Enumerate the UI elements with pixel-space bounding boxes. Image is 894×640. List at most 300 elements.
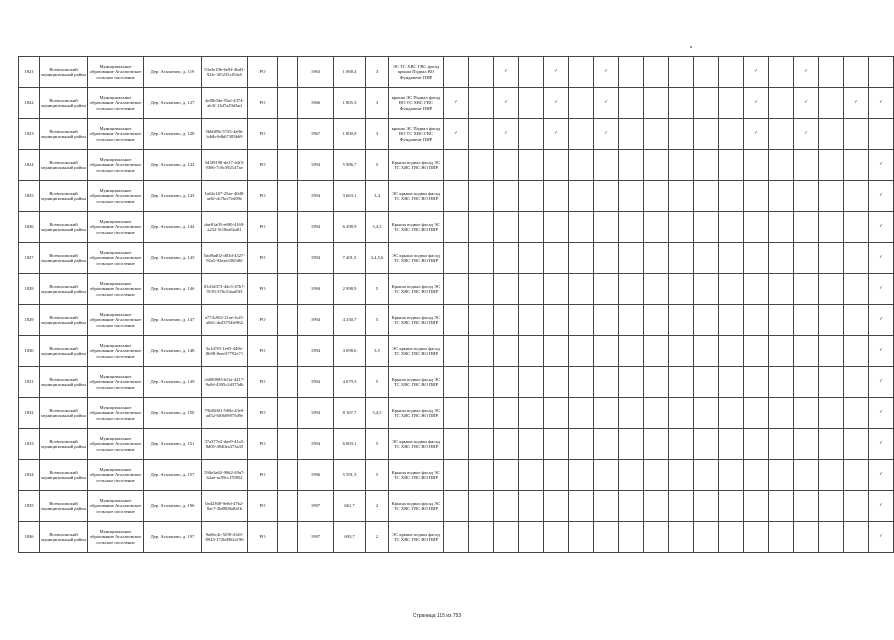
empty-cell bbox=[444, 429, 469, 460]
empty-cell bbox=[494, 460, 519, 491]
floors-cell: 5 bbox=[366, 150, 389, 181]
empty-cell bbox=[494, 398, 519, 429]
empty-cell bbox=[744, 181, 769, 212]
empty-cell bbox=[619, 367, 644, 398]
empty-cell bbox=[844, 398, 869, 429]
address-cell: Дер. Агалатово, д. 119 bbox=[144, 57, 202, 88]
district-cell: Всеволожский муниципальный район bbox=[40, 460, 88, 491]
empty-cell bbox=[669, 522, 694, 553]
empty-cell bbox=[519, 367, 544, 398]
district-cell: Всеволожский муниципальный район bbox=[40, 398, 88, 429]
ownership-cell: РО bbox=[248, 336, 278, 367]
ownership-cell: РО bbox=[248, 367, 278, 398]
year-cell: 1994 bbox=[298, 212, 334, 243]
empty-cell bbox=[669, 119, 694, 150]
empty-cell bbox=[744, 243, 769, 274]
scan-speck bbox=[690, 46, 692, 48]
empty-cell bbox=[719, 460, 744, 491]
empty-cell bbox=[794, 212, 819, 243]
works-list-cell: ЭС ТС ХВС ГВС фасад крыша Подвал ВО Фундамент ПИР bbox=[389, 57, 444, 88]
empty-cell bbox=[719, 243, 744, 274]
empty-cell bbox=[844, 150, 869, 181]
empty-cell bbox=[544, 181, 569, 212]
empty-cell bbox=[494, 305, 519, 336]
empty-cell bbox=[819, 491, 844, 522]
floors-cell: 3 bbox=[366, 119, 389, 150]
year-cell: 1997 bbox=[298, 491, 334, 522]
empty-cell bbox=[519, 460, 544, 491]
empty-cell bbox=[594, 181, 619, 212]
empty-cell bbox=[544, 429, 569, 460]
floors-cell: 5 bbox=[366, 305, 389, 336]
empty-cell bbox=[569, 243, 594, 274]
empty-cell bbox=[719, 212, 744, 243]
empty-cell bbox=[469, 181, 494, 212]
empty-cell bbox=[694, 305, 719, 336]
empty-cell bbox=[769, 88, 794, 119]
check-mark-cell: ✓ bbox=[794, 88, 819, 119]
empty-cell bbox=[794, 150, 819, 181]
empty-cell bbox=[519, 336, 544, 367]
table-row bbox=[19, 88, 894, 119]
floors-cell: 3 bbox=[366, 88, 389, 119]
municipality-cell: Муниципальное образование Агалатовское сельское поселение bbox=[88, 305, 144, 336]
building-code-cell: 3a1d7f0-1e65-449e-8b98-8eee57792e71 bbox=[202, 336, 248, 367]
floors-cell: 5 bbox=[366, 429, 389, 460]
municipality-cell: Муниципальное образование Агалатовское сельское поселение bbox=[88, 367, 144, 398]
empty-cell bbox=[669, 336, 694, 367]
empty-cell bbox=[619, 305, 644, 336]
empty-cell bbox=[544, 398, 569, 429]
empty-cell bbox=[844, 336, 869, 367]
year-cell: 1997 bbox=[298, 522, 334, 553]
empty-cell bbox=[519, 398, 544, 429]
empty-cell bbox=[519, 88, 544, 119]
empty-cell bbox=[469, 57, 494, 88]
empty-cell bbox=[644, 336, 669, 367]
empty-cell bbox=[494, 491, 519, 522]
empty-cell bbox=[794, 305, 819, 336]
empty-cell bbox=[519, 150, 544, 181]
empty-cell bbox=[594, 522, 619, 553]
empty-cell bbox=[769, 274, 794, 305]
empty-cell bbox=[519, 212, 544, 243]
empty-cell bbox=[819, 398, 844, 429]
empty-cell bbox=[819, 119, 844, 150]
empty-cell bbox=[544, 305, 569, 336]
empty-cell bbox=[844, 460, 869, 491]
table-row bbox=[19, 429, 894, 460]
ownership-cell: РО bbox=[248, 119, 278, 150]
address-cell: Дер. Агалатово, д. 150 bbox=[144, 398, 202, 429]
empty-cell bbox=[769, 398, 794, 429]
empty-cell bbox=[869, 119, 894, 150]
year-cell: 1994 bbox=[298, 305, 334, 336]
municipality-cell: Муниципальное образование Агалатовское сельское поселение bbox=[88, 398, 144, 429]
row-number: 1824 bbox=[19, 150, 40, 181]
ownership-cell: РО bbox=[248, 212, 278, 243]
empty-cell bbox=[469, 212, 494, 243]
empty-cell bbox=[819, 305, 844, 336]
empty-cell bbox=[494, 212, 519, 243]
year-cell: 1994 bbox=[298, 181, 334, 212]
empty-cell bbox=[494, 243, 519, 274]
building-code-cell: 0ad9ad02-d03d-4327-92a5-92eaa3365d6f bbox=[202, 243, 248, 274]
row-number: 1827 bbox=[19, 243, 40, 274]
register-table-body bbox=[19, 57, 894, 553]
ownership-cell: РО bbox=[248, 460, 278, 491]
empty-cell bbox=[469, 243, 494, 274]
building-code-cell: 5d3f9198-de17-44f3-8f86-7c8c592147ae bbox=[202, 150, 248, 181]
empty-cell bbox=[544, 367, 569, 398]
empty-cell bbox=[769, 212, 794, 243]
table-row bbox=[19, 181, 894, 212]
empty-cell bbox=[769, 181, 794, 212]
building-code-cell: 594e3a62-98d2-49a7-b2ae-ac99ccf70852 bbox=[202, 460, 248, 491]
empty-cell bbox=[794, 336, 819, 367]
empty-cell bbox=[819, 181, 844, 212]
address-cell: Дер. Агалатово, д. 197 bbox=[144, 522, 202, 553]
floors-cell: 5 bbox=[366, 274, 389, 305]
empty-cell bbox=[619, 150, 644, 181]
empty-cell bbox=[519, 181, 544, 212]
empty-cell bbox=[444, 491, 469, 522]
municipality-cell: Муниципальное образование Агалатовское сельское поселение bbox=[88, 181, 144, 212]
check-mark-cell: ✓ bbox=[444, 88, 469, 119]
empty-cell bbox=[569, 398, 594, 429]
empty-cell bbox=[444, 274, 469, 305]
floors-cell: 3,4,5 bbox=[366, 398, 389, 429]
row-number: 1821 bbox=[19, 57, 40, 88]
empty-cell bbox=[569, 88, 594, 119]
works-list-cell: Крыша подвал фасад ЭС ТС ХВС ГВС ВО ПИР bbox=[389, 274, 444, 305]
empty-cell bbox=[744, 367, 769, 398]
building-code-cell: 5bb0f8b-5735-4a9b-b4db-6db67383b69 bbox=[202, 119, 248, 150]
district-cell: Всеволожский муниципальный район bbox=[40, 367, 88, 398]
empty-cell bbox=[519, 274, 544, 305]
building-code-cell: 4ef0b5da-55af-4374-ab3f-13d7a29d3ad bbox=[202, 88, 248, 119]
row-number: 1823 bbox=[19, 119, 40, 150]
address-cell: Дер. Агалатово, д. 151 bbox=[144, 429, 202, 460]
check-mark-cell: ✓ bbox=[869, 150, 894, 181]
empty-cell bbox=[744, 305, 769, 336]
check-mark-cell: ✓ bbox=[544, 57, 569, 88]
check-mark-cell: ✓ bbox=[869, 274, 894, 305]
check-mark-cell: ✓ bbox=[794, 119, 819, 150]
district-cell: Всеволожский муниципальный район bbox=[40, 305, 88, 336]
empty-cell bbox=[519, 305, 544, 336]
empty-cell bbox=[769, 367, 794, 398]
empty-cell bbox=[844, 212, 869, 243]
empty-cell bbox=[669, 212, 694, 243]
empty-cell bbox=[469, 460, 494, 491]
check-mark-cell: ✓ bbox=[869, 460, 894, 491]
area-cell: 661,7 bbox=[334, 491, 366, 522]
ownership-cell: РО bbox=[248, 150, 278, 181]
district-cell: Всеволожский муниципальный район bbox=[40, 119, 88, 150]
row-number: 1831 bbox=[19, 367, 40, 398]
year-cell: 1963 bbox=[298, 57, 334, 88]
municipality-cell: Муниципальное образование Агалатовское сельское поселение bbox=[88, 522, 144, 553]
works-list-cell: ЭС крыша подвал фасад ТС ХВС ГВС ВО ПИР bbox=[389, 243, 444, 274]
check-mark-cell: ✓ bbox=[744, 88, 769, 119]
district-cell: Всеволожский муниципальный район bbox=[40, 88, 88, 119]
empty-cell bbox=[444, 243, 469, 274]
works-list-cell: ЭС крыша подвал фасад ТС ХВС ГВС ВО ПИР bbox=[389, 429, 444, 460]
building-code-cell: dae81a05-e690-4169-a252-5f18ea62a81 bbox=[202, 212, 248, 243]
empty-cell bbox=[694, 367, 719, 398]
empty-cell bbox=[694, 460, 719, 491]
empty-cell bbox=[844, 429, 869, 460]
building-code-cell: 9a66c4c-5f58-41d3-8923-172bd962e196 bbox=[202, 522, 248, 553]
works-list-cell: Крыша подвал фасад ЭС ТС ХВС ГВС ВО ПИР bbox=[389, 491, 444, 522]
area-cell: 6 298,9 bbox=[334, 212, 366, 243]
floors-cell: 5 bbox=[366, 460, 389, 491]
floors-cell: 3,4 bbox=[366, 181, 389, 212]
year-cell: 1967 bbox=[298, 119, 334, 150]
ownership-cell: РО bbox=[248, 88, 278, 119]
area-cell: 693,7 bbox=[334, 522, 366, 553]
table-row bbox=[19, 243, 894, 274]
empty-cell bbox=[469, 429, 494, 460]
empty-cell bbox=[469, 522, 494, 553]
empty-cell bbox=[569, 181, 594, 212]
building-code-cell: 53a3e19b-6e94-4bd3-92fc-3f5235cf54e5 bbox=[202, 57, 248, 88]
empty-cell bbox=[744, 274, 769, 305]
district-cell: Всеволожский муниципальный район bbox=[40, 181, 88, 212]
empty-cell bbox=[769, 243, 794, 274]
empty-cell bbox=[794, 460, 819, 491]
empty-cell bbox=[469, 119, 494, 150]
area-cell: 1 068,4 bbox=[334, 57, 366, 88]
empty-cell bbox=[719, 88, 744, 119]
register-table bbox=[18, 56, 894, 553]
empty-cell bbox=[819, 57, 844, 88]
empty-cell bbox=[669, 243, 694, 274]
district-cell: Всеволожский муниципальный район bbox=[40, 522, 88, 553]
empty-cell bbox=[669, 398, 694, 429]
check-mark-cell: ✓ bbox=[869, 305, 894, 336]
empty-cell bbox=[619, 398, 644, 429]
row-number: 1822 bbox=[19, 88, 40, 119]
empty-cell bbox=[719, 336, 744, 367]
works-list-cell: Крыша подвал фасад ЭС ТС ХВС ГВС ВО ПИР bbox=[389, 398, 444, 429]
empty-cell bbox=[519, 243, 544, 274]
row-number: 1825 bbox=[19, 181, 40, 212]
empty-cell bbox=[769, 150, 794, 181]
empty-cell bbox=[669, 460, 694, 491]
table-row bbox=[19, 274, 894, 305]
address-cell: Дер. Агалатово, д. 196 bbox=[144, 491, 202, 522]
empty-cell bbox=[469, 367, 494, 398]
empty-cell bbox=[444, 460, 469, 491]
floors-cell: 5 bbox=[366, 367, 389, 398]
ownership-cell: РО bbox=[248, 243, 278, 274]
empty-cell bbox=[719, 429, 744, 460]
floors-cell: 2 bbox=[366, 491, 389, 522]
works-list-cell: ЭС крыша подвал фасад ТС ХВС ГВС ВО ПИР bbox=[389, 522, 444, 553]
area-cell: 4 330,7 bbox=[334, 305, 366, 336]
ownership-cell: РО bbox=[248, 305, 278, 336]
year-cell: 1996 bbox=[298, 460, 334, 491]
table-row bbox=[19, 491, 894, 522]
empty-cell bbox=[278, 57, 298, 88]
building-code-cell: 37a377e2-dae9-41a5-8d05-4940ea373a35 bbox=[202, 429, 248, 460]
empty-cell bbox=[694, 398, 719, 429]
empty-cell bbox=[278, 181, 298, 212]
area-cell: 1 805,3 bbox=[334, 88, 366, 119]
empty-cell bbox=[644, 88, 669, 119]
empty-cell bbox=[669, 305, 694, 336]
address-cell: Дер. Агалатово, д. 127 bbox=[144, 88, 202, 119]
empty-cell bbox=[669, 57, 694, 88]
empty-cell bbox=[569, 491, 594, 522]
floors-cell: 3 bbox=[366, 57, 389, 88]
check-mark-cell: ✓ bbox=[869, 243, 894, 274]
empty-cell bbox=[794, 491, 819, 522]
table-row bbox=[19, 460, 894, 491]
empty-cell bbox=[769, 491, 794, 522]
empty-cell bbox=[719, 274, 744, 305]
address-cell: Дер. Агалатово, д. 149 bbox=[144, 367, 202, 398]
empty-cell bbox=[519, 491, 544, 522]
page-footer: Страница 115 из 753 bbox=[412, 613, 462, 619]
empty-cell bbox=[278, 429, 298, 460]
empty-cell bbox=[619, 336, 644, 367]
municipality-cell: Муниципальное образование Агалатовское сельское поселение bbox=[88, 429, 144, 460]
empty-cell bbox=[769, 119, 794, 150]
empty-cell bbox=[278, 119, 298, 150]
empty-cell bbox=[544, 460, 569, 491]
empty-cell bbox=[544, 522, 569, 553]
empty-cell bbox=[594, 367, 619, 398]
check-mark-cell: ✓ bbox=[869, 336, 894, 367]
address-cell: Дер. Агалатово, д. 145 bbox=[144, 243, 202, 274]
ownership-cell: РО bbox=[248, 398, 278, 429]
empty-cell bbox=[744, 522, 769, 553]
municipality-cell: Муниципальное образование Агалатовское сельское поселение bbox=[88, 119, 144, 150]
address-cell: Дер. Агалатово, д. 144 bbox=[144, 212, 202, 243]
district-cell: Всеволожский муниципальный район bbox=[40, 150, 88, 181]
area-cell: 5 986,7 bbox=[334, 150, 366, 181]
area-cell: 6 003,1 bbox=[334, 429, 366, 460]
empty-cell bbox=[669, 274, 694, 305]
municipality-cell: Муниципальное образование Агалатовское сельское поселение bbox=[88, 274, 144, 305]
floors-cell: 2 bbox=[366, 522, 389, 553]
check-mark-cell: ✓ bbox=[494, 57, 519, 88]
table-row bbox=[19, 305, 894, 336]
empty-cell bbox=[669, 429, 694, 460]
building-code-cell: cb089983-bf1a-4417-9a0d-4395c2d375db bbox=[202, 367, 248, 398]
empty-cell bbox=[769, 336, 794, 367]
empty-cell bbox=[469, 305, 494, 336]
empty-cell bbox=[794, 274, 819, 305]
empty-cell bbox=[669, 88, 694, 119]
empty-cell bbox=[594, 150, 619, 181]
check-mark-cell: ✓ bbox=[444, 119, 469, 150]
empty-cell bbox=[669, 491, 694, 522]
municipality-cell: Муниципальное образование Агалатовское сельское поселение bbox=[88, 150, 144, 181]
table-row bbox=[19, 57, 894, 88]
address-cell: Дер. Агалатово, д. 147 bbox=[144, 305, 202, 336]
empty-cell bbox=[744, 150, 769, 181]
empty-cell bbox=[644, 460, 669, 491]
table-row bbox=[19, 367, 894, 398]
empty-cell bbox=[819, 150, 844, 181]
empty-cell bbox=[644, 57, 669, 88]
check-mark-cell: ✓ bbox=[869, 522, 894, 553]
floors-cell: 3,5 bbox=[366, 336, 389, 367]
empty-cell bbox=[644, 243, 669, 274]
row-number: 1836 bbox=[19, 522, 40, 553]
municipality-cell: Муниципальное образование Агалатовское сельское поселение bbox=[88, 57, 144, 88]
row-number: 1832 bbox=[19, 398, 40, 429]
empty-cell bbox=[819, 212, 844, 243]
ownership-cell: РО bbox=[248, 522, 278, 553]
check-mark-cell: ✓ bbox=[744, 57, 769, 88]
empty-cell bbox=[794, 398, 819, 429]
empty-cell bbox=[769, 305, 794, 336]
empty-cell bbox=[644, 429, 669, 460]
district-cell: Всеволожский муниципальный район bbox=[40, 274, 88, 305]
empty-cell bbox=[644, 367, 669, 398]
empty-cell bbox=[494, 181, 519, 212]
empty-cell bbox=[278, 212, 298, 243]
empty-cell bbox=[794, 522, 819, 553]
empty-cell bbox=[819, 274, 844, 305]
empty-cell bbox=[278, 274, 298, 305]
address-cell: Дер. Агалатово, д. 143 bbox=[144, 181, 202, 212]
empty-cell bbox=[278, 398, 298, 429]
check-mark-cell: ✓ bbox=[594, 57, 619, 88]
empty-cell bbox=[644, 491, 669, 522]
district-cell: Всеволожский муниципальный район bbox=[40, 491, 88, 522]
empty-cell bbox=[694, 150, 719, 181]
empty-cell bbox=[769, 429, 794, 460]
empty-cell bbox=[444, 57, 469, 88]
empty-cell bbox=[594, 460, 619, 491]
empty-cell bbox=[719, 305, 744, 336]
empty-cell bbox=[669, 181, 694, 212]
empty-cell bbox=[494, 336, 519, 367]
address-cell: Дер. Агалатово, д. 128 bbox=[144, 119, 202, 150]
empty-cell bbox=[694, 212, 719, 243]
empty-cell bbox=[444, 150, 469, 181]
empty-cell bbox=[644, 305, 669, 336]
area-cell: 4 679,3 bbox=[334, 367, 366, 398]
empty-cell bbox=[569, 57, 594, 88]
empty-cell bbox=[569, 367, 594, 398]
empty-cell bbox=[594, 274, 619, 305]
empty-cell bbox=[619, 460, 644, 491]
empty-cell bbox=[644, 274, 669, 305]
area-cell: 2 998,9 bbox=[334, 274, 366, 305]
empty-cell bbox=[569, 150, 594, 181]
check-mark-cell: ✓ bbox=[544, 88, 569, 119]
empty-cell bbox=[444, 336, 469, 367]
empty-cell bbox=[519, 522, 544, 553]
district-cell: Всеволожский муниципальный район bbox=[40, 429, 88, 460]
empty-cell bbox=[594, 305, 619, 336]
empty-cell bbox=[694, 336, 719, 367]
check-mark-cell: ✓ bbox=[744, 119, 769, 150]
ownership-cell: РО bbox=[248, 57, 278, 88]
district-cell: Всеволожский муниципальный район bbox=[40, 57, 88, 88]
empty-cell bbox=[569, 522, 594, 553]
empty-cell bbox=[694, 181, 719, 212]
empty-cell bbox=[844, 305, 869, 336]
works-list-cell: крыша ЭС Подвал фасад ВО ТС ХВС ГВС Фундамент ПИР bbox=[389, 88, 444, 119]
